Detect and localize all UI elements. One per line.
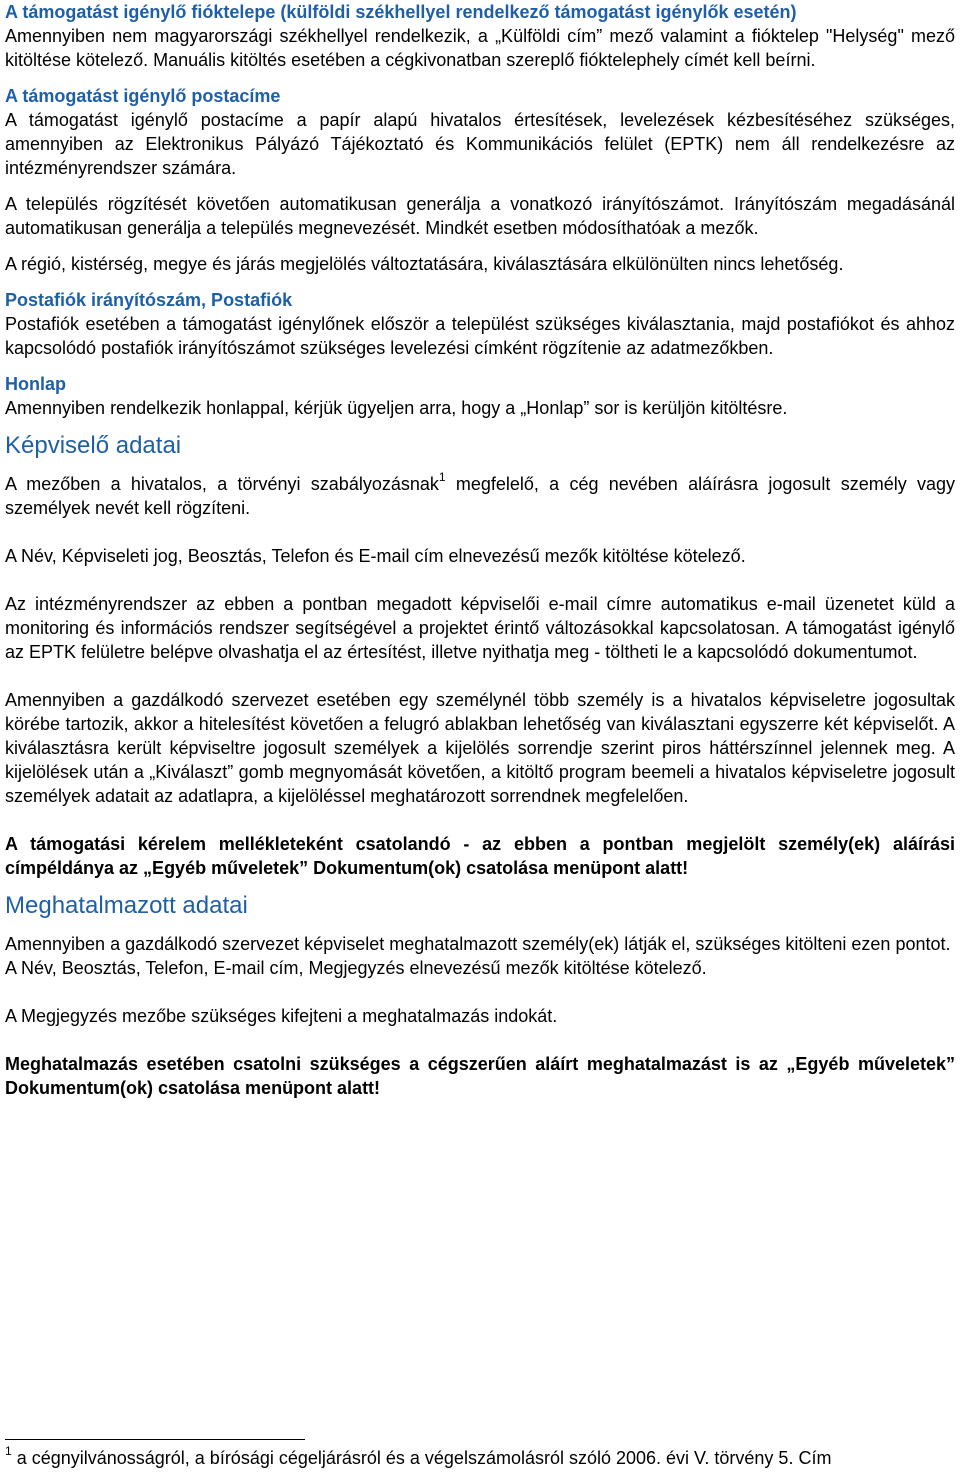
representative-text-1-before: A mezőben a hivatalos, a törvényi szabályozásnak bbox=[5, 474, 439, 494]
footnote-text: a cégnyilvánosságról, a bírósági cégeljárásról és a végelszámolásról szóló 2006. évi V. törvény 5. Cím bbox=[11, 1448, 832, 1468]
footnote-divider bbox=[5, 1439, 305, 1440]
representative-text-1 bbox=[5, 472, 955, 520]
representative-text-2: A Név, Képviseleti jog, Beosztás, Telefon és E-mail cím elnevezésű mezők kitöltése kötelező. bbox=[5, 546, 746, 566]
representative-text-1-after: megfelelő, a cég nevében aláírásra jogosult személy vagy személyek nevét kell rögzíteni. bbox=[5, 474, 956, 518]
representative-heading: Képviselő adatai bbox=[5, 432, 182, 459]
postal-text-3: A régió, kistérség, megye és járás megjelölés változtatására, kiválasztására elkülönülten nincs lehetőség. bbox=[5, 254, 844, 274]
representative-note: A támogatási kérelem mellékleteként csatolandó - az ebben a pontban megjelölt személy(ek) aláírási címpéldánya az „Egyéb műveletek” Dokumentum(ok) csatolása menüpont alatt! bbox=[5, 834, 955, 878]
homepage-heading: Honlap bbox=[5, 374, 66, 394]
representative-text-3: Az intézményrendszer az ebben a pontban megadott képviselői e-mail címre automatikus e-mail üzenetet küld a monitoring és információs rendszer segítségével a projektet érintő változásokkal kapcsolatosan. A támogatást igénylő az EPTK felületre belépve olvashatja el az értesítést, illetve nyithatja meg - töltheti le a kapcsolódó dokumentumot. bbox=[5, 594, 955, 662]
authorized-note: Meghatalmazás esetében csatolni szükséges a cégszerűen aláírt meghatalmazást is az „Egyéb műveletek” Dokumentum(ok) csatolása menüpont alatt! bbox=[5, 1054, 955, 1098]
authorized-text-2: A Név, Beosztás, Telefon, E-mail cím, Megjegyzés elnevezésű mezők kitöltése kötelező. bbox=[5, 958, 707, 978]
pobox-text: Postafiók esetében a támogatást igénylőnek először a települést szükséges kiválasztania, majd postafiókot és ahhoz kapcsolódó postafiók irányítószámot szükséges levelezési címként rögzítenie az adatmezőkben. bbox=[5, 314, 955, 358]
branch-heading: A támogatást igénylő fióktelepe (külföldi székhellyel rendelkező támogatást igénylők esetén) bbox=[5, 2, 797, 22]
branch-text: Amennyiben nem magyarországi székhellyel rendelkezik, a „Külföldi cím” mező valamint a fióktelep "Helység" mező kitöltése kötelező. Manuális kitöltés esetében a cégkivonatban szereplő fióktelephely címét kell beírni. bbox=[5, 26, 955, 70]
postal-heading: A támogatást igénylő postacíme bbox=[5, 86, 281, 106]
postal-text-1: A támogatást igénylő postacíme a papír alapú hivatalos értesítések, levelezések kézbesítéséhez szükséges, amennyiben az Elektronikus Pályázó Tájékoztató és Kommunikációs felület (EPTK) nem áll rendelkezésre az intézményrendszer számára. bbox=[5, 110, 955, 178]
representative-text-4: Amennyiben a gazdálkodó szervezet esetében egy személynél több személy is a hivatalos képviseletre jogosultak körébe tartozik, akkor a hitelesítést követően a felugró ablakban lehetőség van kiválasztani egyszerre két képviselőt. A kiválasztásra került képviseltre jogosult személyek a kijelölés sorrendje szerint piros háttérszínnel jelennek meg. A kijelölések után a „Kiválaszt” gomb megnyomását követően, a kitöltő program beemeli a hivatalos képviseletre jogosult személyek adatait az adatlapra, a kijelöléssel meghatározott sorrendnek megfelelően. bbox=[5, 690, 955, 806]
footnote-number: 1 bbox=[5, 1444, 12, 1458]
authorized-heading: Meghatalmazott adatai bbox=[5, 892, 248, 919]
footnote-ref: 1 bbox=[438, 470, 446, 484]
postal-text-2: A település rögzítését követően automatikusan generálja a vonatkozó irányítószámot. Irányítószám megadásánál automatikusan generálja a település megnevezését. Mindkét esetben módosíthatóak a mezők. bbox=[5, 194, 955, 238]
authorized-text-1: Amennyiben a gazdálkodó szervezet képviselet meghatalmazott személy(ek) látják el, szükséges kitölteni ezen pontot. bbox=[5, 934, 951, 954]
homepage-text: Amennyiben rendelkezik honlappal, kérjük ügyeljen arra, hogy a „Honlap” sor is kerüljön kitöltésre. bbox=[5, 398, 788, 418]
authorized-text-3: A Megjegyzés mezőbe szükséges kifejteni a meghatalmazás indokát. bbox=[5, 1006, 558, 1026]
footnote bbox=[5, 1446, 831, 1470]
document-page bbox=[5, 0, 955, 1100]
pobox-heading: Postafiók irányítószám, Postafiók bbox=[5, 290, 293, 310]
